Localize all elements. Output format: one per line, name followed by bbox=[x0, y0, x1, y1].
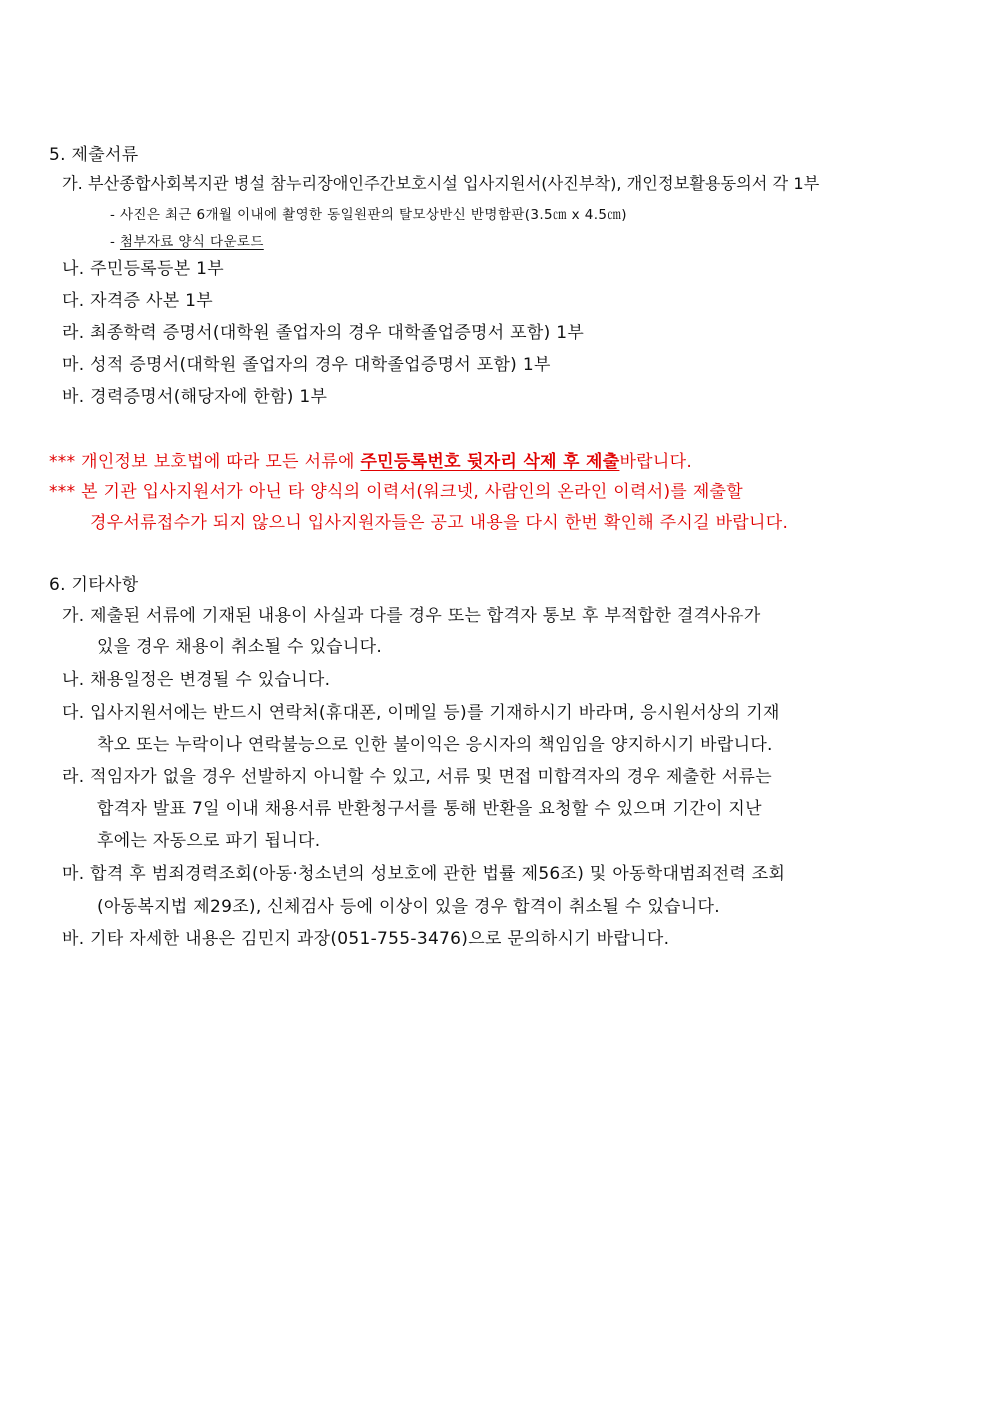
section6-item-ra-line3: 후에는 자동으로 파기 됩니다. bbox=[97, 831, 321, 851]
section6-item-ra-line1: 라. 적임자가 없을 경우 선발하지 아니할 수 있고, 서류 및 면접 미합격자의 경우 제출한 서류는 bbox=[62, 767, 772, 787]
section6-item-ra-line2: 합격자 발표 7일 이내 채용서류 반환청구서를 통해 반환을 요청할 수 있으며 기간이 지난 bbox=[97, 799, 762, 819]
section5-heading: 5. 제출서류 bbox=[49, 145, 139, 165]
section6-item-na: 나. 채용일정은 변경될 수 있습니다. bbox=[62, 670, 331, 690]
download-dash: - bbox=[110, 234, 120, 250]
notice-privacy bbox=[49, 451, 692, 473]
section5-item-ma: 마. 성적 증명서(대학원 졸업자의 경우 대학졸업증명서 포함) 1부 bbox=[62, 355, 551, 375]
attachment-download-link[interactable]: 첨부자료 양식 다운로드 bbox=[119, 234, 264, 250]
section6-item-ma-line1: 마. 합격 후 범죄경력조회(아동·청소년의 성보호에 관한 법률 제56조) 및 아동학대범죄전력 조회 bbox=[62, 864, 786, 884]
section6-item-ma-line2: (아동복지법 제29조), 신체검사 등에 이상이 있을 경우 합격이 취소될 수 있습니다. bbox=[97, 897, 720, 917]
section5-item-da: 다. 자격증 사본 1부 bbox=[62, 291, 213, 311]
section5-item-ga: 가. 부산종합사회복지관 병설 참누리장애인주간보호시설 입사지원서(사진부착), 개인정보활용동의서 각 1부 bbox=[62, 174, 820, 193]
section5-item-ga-sub-photo: - 사진은 최근 6개월 이내에 촬영한 동일원판의 탈모상반신 반명함판(3.5㎝ x 4.5㎝) bbox=[110, 207, 627, 223]
section6-item-da-line1: 다. 입사지원서에는 반드시 연락처(휴대폰, 이메일 등)를 기재하시기 바라며, 응시원서상의 기재 bbox=[62, 703, 780, 723]
section6-item-ga-line2: 있을 경우 채용이 취소될 수 있습니다. bbox=[97, 637, 383, 657]
notice-privacy-prefix: *** 개인정보 보호법에 따라 모든 서류에 bbox=[49, 452, 361, 472]
notice-form-line2: 경우서류접수가 되지 않으니 입사지원자들은 공고 내용을 다시 한번 확인해 주시길 바랍니다. bbox=[90, 513, 789, 533]
notice-privacy-emphasis: 주민등록번호 뒷자리 삭제 후 제출 bbox=[360, 452, 620, 472]
section6-item-ga-line1: 가. 제출된 서류에 기재된 내용이 사실과 다를 경우 또는 합격자 통보 후 부적합한 결격사유가 bbox=[62, 606, 761, 626]
section5-item-ra: 라. 최종학력 증명서(대학원 졸업자의 경우 대학졸업증명서 포함) 1부 bbox=[62, 323, 585, 343]
section6-item-ba: 바. 기타 자세한 내용은 김민지 과장(051-755-3476)으로 문의하시기 바랍니다. bbox=[62, 929, 670, 949]
section5-item-ba: 바. 경력증명서(해당자에 한함) 1부 bbox=[62, 387, 328, 407]
download-link-row bbox=[110, 231, 264, 253]
notice-form-line1: *** 본 기관 입사지원서가 아닌 타 양식의 이력서(워크넷, 사람인의 온라인 이력서)를 제출할 bbox=[49, 482, 743, 502]
notice-privacy-suffix: 바랍니다. bbox=[619, 452, 693, 472]
section6-item-da-line2: 착오 또는 누락이나 연락불능으로 인한 불이익은 응시자의 책임임을 양지하시기 바랍니다. bbox=[97, 735, 773, 755]
section6-heading: 6. 기타사항 bbox=[49, 575, 139, 595]
section5-item-na: 나. 주민등록등본 1부 bbox=[62, 259, 225, 279]
